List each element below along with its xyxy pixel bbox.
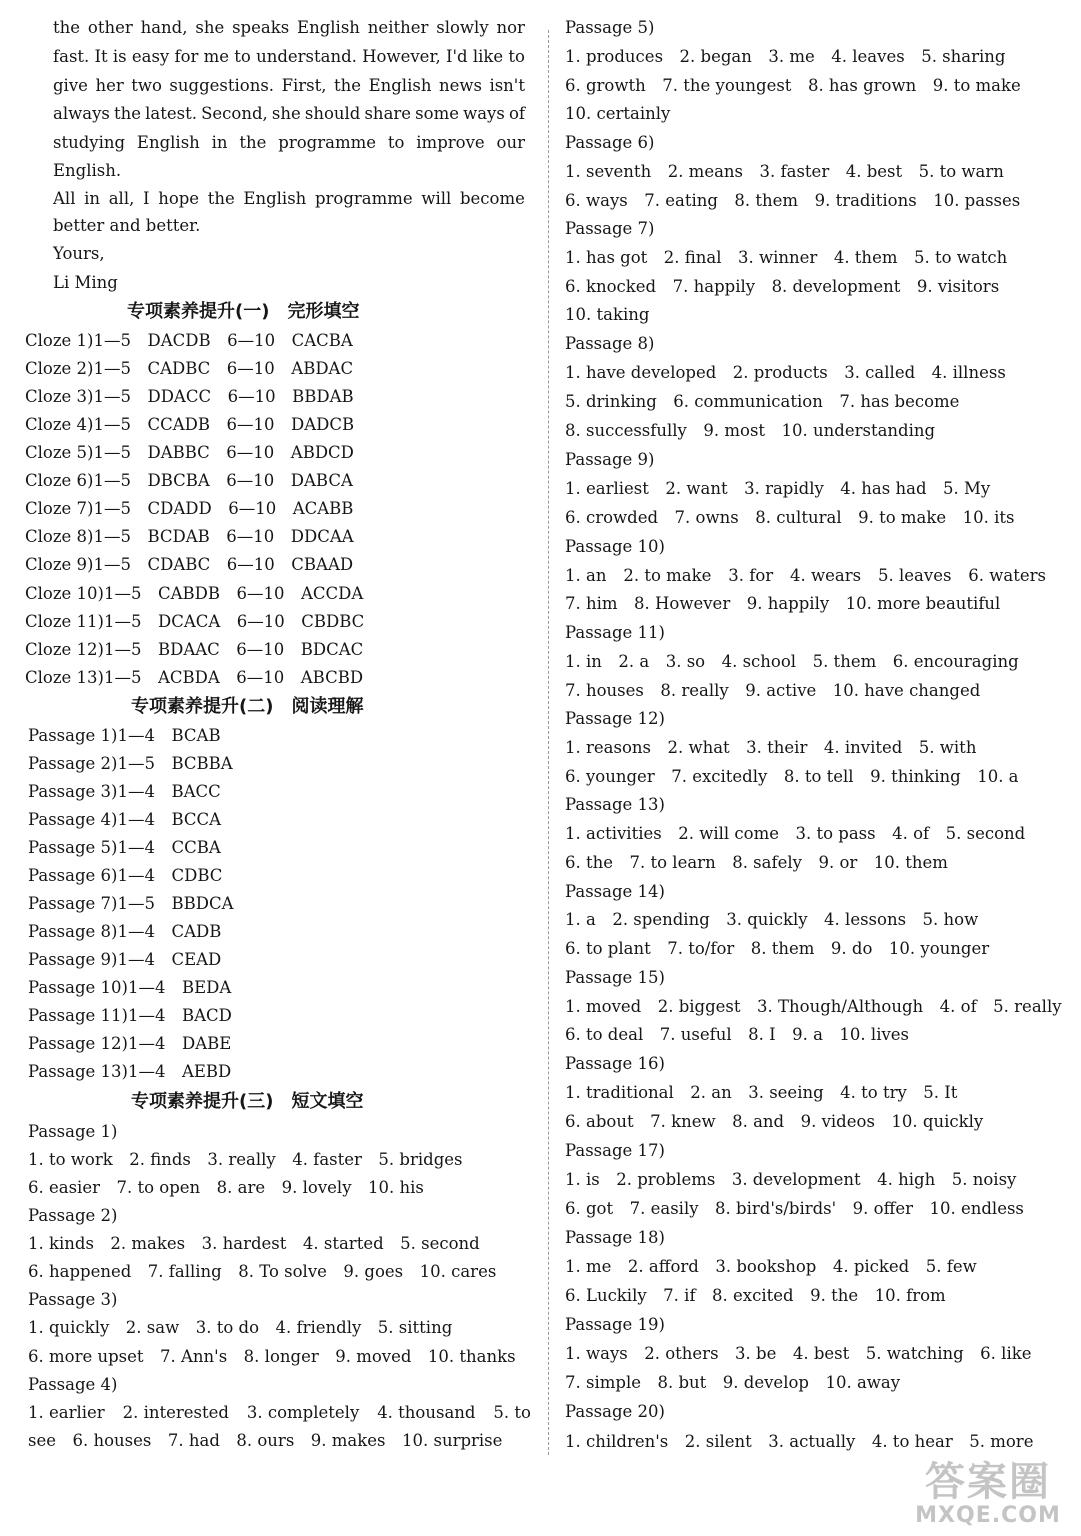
text-line <box>53 189 525 209</box>
word: It <box>94 47 108 66</box>
text-line: 8. successfully 9. most 10. understanding <box>565 421 936 440</box>
watermark-cn: 答案圈 <box>925 1459 1051 1505</box>
text-line: Cloze 5)1—5 DABBC 6—10 ABDCD <box>25 443 354 462</box>
text-line: Passage 6) <box>565 133 655 152</box>
word: her <box>95 76 124 95</box>
word: for <box>174 47 199 66</box>
text-line: Passage 19) <box>565 1315 665 1334</box>
text-line: 1. produces 2. began 3. me 4. leaves 5. sharing <box>565 47 1006 66</box>
text-line: 6. to plant 7. to/for 8. them 9. do 10. younger <box>565 939 990 958</box>
word: 4. wears <box>790 566 862 585</box>
text-line: 6. growth 7. the youngest 8. has grown 9. to make <box>565 76 1021 95</box>
word: news <box>438 76 482 95</box>
text-line: Passage 2) <box>28 1206 118 1225</box>
text-line: Passage 20) <box>565 1402 665 1421</box>
text-line: 6. more upset 7. Ann's 8. longer 9. moved 10. thanks <box>28 1347 516 1366</box>
text-line: Cloze 10)1—5 CABDB 6—10 ACCDA <box>25 584 364 603</box>
word: in <box>211 133 228 152</box>
text-line <box>565 566 1046 586</box>
word: English <box>297 18 360 37</box>
text-line: Passage 13)1—4 AEBD <box>28 1062 232 1081</box>
word: speaks <box>232 18 290 37</box>
text-line <box>28 1403 531 1423</box>
text-line: 1. ways 2. others 3. be 4. best 5. watching 6. like <box>565 1344 1032 1363</box>
watermark-en: MXQE.COM <box>915 1503 1061 1528</box>
text-line: Passage 12)1—4 DABE <box>28 1034 232 1053</box>
text-line: Passage 11) <box>565 623 665 642</box>
word: hope <box>158 189 200 208</box>
text-line: 6. happened 7. falling 8. To solve 9. goes 10. cares <box>28 1262 497 1281</box>
text-line: Passage 14) <box>565 882 665 901</box>
text-line: 1. kinds 2. makes 3. hardest 4. started 5. second <box>28 1234 480 1253</box>
text-line: 7. him 8. However 9. happily 10. more beautiful <box>565 594 1001 613</box>
text-line: 1. reasons 2. what 3. their 4. invited 5. with <box>565 738 977 757</box>
text-line: 6. knocked 7. happily 8. development 9. visitors <box>565 277 1000 296</box>
word: to <box>508 47 525 66</box>
word: English <box>136 133 200 152</box>
text-line: Passage 12) <box>565 709 665 728</box>
text-line: Passage 6)1—4 CDBC <box>28 866 223 885</box>
word: isn't <box>489 76 525 95</box>
text-line: 1. moved 2. biggest 3. Though/Although 4. of 5. really <box>565 997 1062 1016</box>
word: the <box>207 189 235 208</box>
text-line: Cloze 2)1—5 CADBC 6—10 ABDAC <box>25 359 354 378</box>
text-line: Yours, <box>53 244 105 263</box>
word: 5. leaves <box>878 566 952 585</box>
word: will <box>421 189 452 208</box>
text-line: 1. a 2. spending 3. quickly 4. lessons 5. how <box>565 910 979 929</box>
text-line: 6. about 7. knew 8. and 9. videos 10. quickly <box>565 1112 984 1131</box>
word: give <box>53 76 88 95</box>
text-line: Passage 9)1—4 CEAD <box>28 950 222 969</box>
word: improve <box>416 133 485 152</box>
word: hand, <box>140 18 188 37</box>
word: slowly <box>436 18 489 37</box>
word: understand. <box>256 47 357 66</box>
text-line: Passage 5) <box>565 18 655 37</box>
text-line: Cloze 9)1—5 CDABC 6—10 CBAAD <box>25 555 354 574</box>
text-line <box>53 104 525 124</box>
text-line: better and better. <box>53 216 201 235</box>
text-line: Passage 7)1—5 BBDCA <box>28 894 234 913</box>
text-line: 6. to deal 7. useful 8. I 9. a 10. lives <box>565 1025 910 1044</box>
word: neither <box>367 18 429 37</box>
text-line: Cloze 3)1—5 DDACC 6—10 BBDAB <box>25 387 354 406</box>
text-line: 6. the 7. to learn 8. safely 9. or 10. them <box>565 853 948 872</box>
text-line: Passage 1)1—4 BCAB <box>28 726 221 745</box>
word: all, <box>108 189 135 208</box>
text-line: see 6. houses 7. had 8. ours 9. makes 10. surprise <box>28 1431 503 1450</box>
text-line <box>53 47 525 67</box>
text-line: Cloze 7)1—5 CDADD 6—10 ACABB <box>25 499 354 518</box>
word: suggestions. <box>169 76 275 95</box>
word: is <box>112 47 127 66</box>
text-line: Passage 4) <box>28 1375 118 1394</box>
word: programme <box>278 133 377 152</box>
word: However, <box>362 47 441 66</box>
text-line: Passage 2)1—5 BCBBA <box>28 754 233 773</box>
text-line: Passage 5)1—4 CCBA <box>28 838 221 857</box>
word: I'd <box>445 47 468 66</box>
word: studying <box>53 133 126 152</box>
word: 1. earlier <box>28 1403 105 1422</box>
text-line: 6. younger 7. excitedly 8. to tell 9. thinking 10. a <box>565 767 1019 786</box>
text-line: 1. quickly 2. saw 3. to do 4. friendly 5. sitting <box>28 1318 453 1337</box>
column-divider <box>548 30 549 1455</box>
text-line: Cloze 4)1—5 CCADB 6—10 DADCB <box>25 415 355 434</box>
text-line: Cloze 6)1—5 DBCBA 6—10 DABCA <box>25 471 353 490</box>
text-line: Cloze 13)1—5 ACBDA 6—10 ABCBD <box>25 668 364 687</box>
word: easy <box>131 47 170 66</box>
word: 2. to make <box>623 566 712 585</box>
word: the <box>334 76 362 95</box>
text-line: 1. have developed 2. products 3. called 4. illness <box>565 363 1006 382</box>
text-line: 1. has got 2. final 3. winner 4. them 5. to watch <box>565 248 1008 267</box>
text-line: 10. certainly <box>565 104 671 123</box>
word: First, <box>281 76 327 95</box>
word: 5. to <box>493 1403 531 1422</box>
text-line <box>53 18 525 38</box>
text-line: 6. ways 7. eating 8. them 9. traditions 10. passes <box>565 191 1021 210</box>
text-line: 6. crowded 7. owns 8. cultural 9. to make 10. its <box>565 508 1015 527</box>
word: of <box>508 104 525 123</box>
text-line: Passage 8)1—4 CADB <box>28 922 222 941</box>
text-line: Passage 10) <box>565 537 665 556</box>
word: All <box>53 189 76 208</box>
text-line: 6. got 7. easily 8. bird's/birds' 9. offer 10. endless <box>565 1199 1024 1218</box>
text-line: Passage 3)1—4 BACC <box>28 782 221 801</box>
word: our <box>496 133 525 152</box>
text-line: 6. Luckily 7. if 8. excited 9. the 10. from <box>565 1286 946 1305</box>
text-line: 5. drinking 6. communication 7. has become <box>565 392 960 411</box>
word: ways <box>463 104 505 123</box>
word: the <box>113 104 142 123</box>
word: 3. completely <box>246 1403 360 1422</box>
word: programme <box>314 189 413 208</box>
text-line: 1. children's 2. silent 3. actually 4. to hear 5. more <box>565 1432 1034 1451</box>
text-line: Cloze 1)1—5 DACDB 6—10 CACBA <box>25 331 353 350</box>
text-line: 1. activities 2. will come 3. to pass 4. of 5. second <box>565 824 1026 843</box>
word: to <box>387 133 405 152</box>
word: to <box>234 47 251 66</box>
word: 6. waters <box>968 566 1046 585</box>
word: 4. thousand <box>377 1403 476 1422</box>
section-heading: 专项素养提升(三) 短文填空 <box>131 1091 364 1112</box>
text-line: Passage 7) <box>565 219 655 238</box>
word: some <box>415 104 459 123</box>
text-line: 7. houses 8. really 9. active 10. have changed <box>565 681 981 700</box>
text-line: 10. taking <box>565 305 650 324</box>
word: nor <box>496 18 525 37</box>
text-line: Passage 9) <box>565 450 655 469</box>
text-line: 1. me 2. afford 3. bookshop 4. picked 5. few <box>565 1257 977 1276</box>
text-line: 7. simple 8. but 9. develop 10. away <box>565 1373 901 1392</box>
word: she <box>271 104 301 123</box>
text-line: Cloze 8)1—5 BCDAB 6—10 DDCAA <box>25 527 354 546</box>
text-line: 1. earliest 2. want 3. rapidly 4. has had 5. My <box>565 479 991 498</box>
word: fast. <box>53 47 90 66</box>
word: English <box>368 76 432 95</box>
text-line: Passage 16) <box>565 1054 665 1073</box>
text-line: 1. in 2. a 3. so 4. school 5. them 6. encouraging <box>565 652 1019 671</box>
text-line <box>53 76 525 96</box>
word: become <box>459 189 525 208</box>
text-line: Passage 11)1—4 BACD <box>28 1006 232 1025</box>
word: 1. an <box>565 566 607 585</box>
word: latest. <box>145 104 197 123</box>
text-line: Passage 18) <box>565 1228 665 1247</box>
word: other <box>87 18 133 37</box>
word: I <box>143 189 150 208</box>
text-line: Passage 4)1—4 BCCA <box>28 810 222 829</box>
section-heading: 专项素养提升(一) 完形填空 <box>127 301 360 322</box>
text-line <box>53 133 525 153</box>
word: the <box>239 133 267 152</box>
word: she <box>195 18 225 37</box>
text-line: 1. traditional 2. an 3. seeing 4. to try 5. It <box>565 1083 958 1102</box>
text-line: Passage 3) <box>28 1290 118 1309</box>
word: in <box>84 189 101 208</box>
watermark-logo <box>903 1460 1073 1530</box>
word: always <box>53 104 110 123</box>
text-line: Passage 10)1—4 BEDA <box>28 978 232 997</box>
word: two <box>131 76 162 95</box>
word: share <box>364 104 412 123</box>
word: should <box>304 104 361 123</box>
text-line: Passage 8) <box>565 334 655 353</box>
word: English <box>243 189 307 208</box>
word: 3. for <box>728 566 774 585</box>
text-line: English. <box>53 161 122 180</box>
text-line: Passage 1) <box>28 1122 118 1141</box>
word: Second, <box>201 104 268 123</box>
word: like <box>472 47 504 66</box>
text-line: Passage 17) <box>565 1141 665 1160</box>
text-line: Passage 15) <box>565 968 665 987</box>
text-line: 1. to work 2. finds 3. really 4. faster 5. bridges <box>28 1150 463 1169</box>
text-line: 6. easier 7. to open 8. are 9. lovely 10. his <box>28 1178 424 1197</box>
section-heading: 专项素养提升(二) 阅读理解 <box>131 696 364 717</box>
text-line: Cloze 11)1—5 DCACA 6—10 CBDBC <box>25 612 365 631</box>
word: 2. interested <box>122 1403 229 1422</box>
text-line: 1. seventh 2. means 3. faster 4. best 5. to warn <box>565 162 1004 181</box>
text-line: Cloze 12)1—5 BDAAC 6—10 BDCAC <box>25 640 364 659</box>
text-line: Passage 13) <box>565 795 665 814</box>
word: the <box>53 18 81 37</box>
text-line: 1. is 2. problems 3. development 4. high 5. noisy <box>565 1170 1017 1189</box>
text-line: Li Ming <box>53 273 118 292</box>
word: me <box>203 47 230 66</box>
